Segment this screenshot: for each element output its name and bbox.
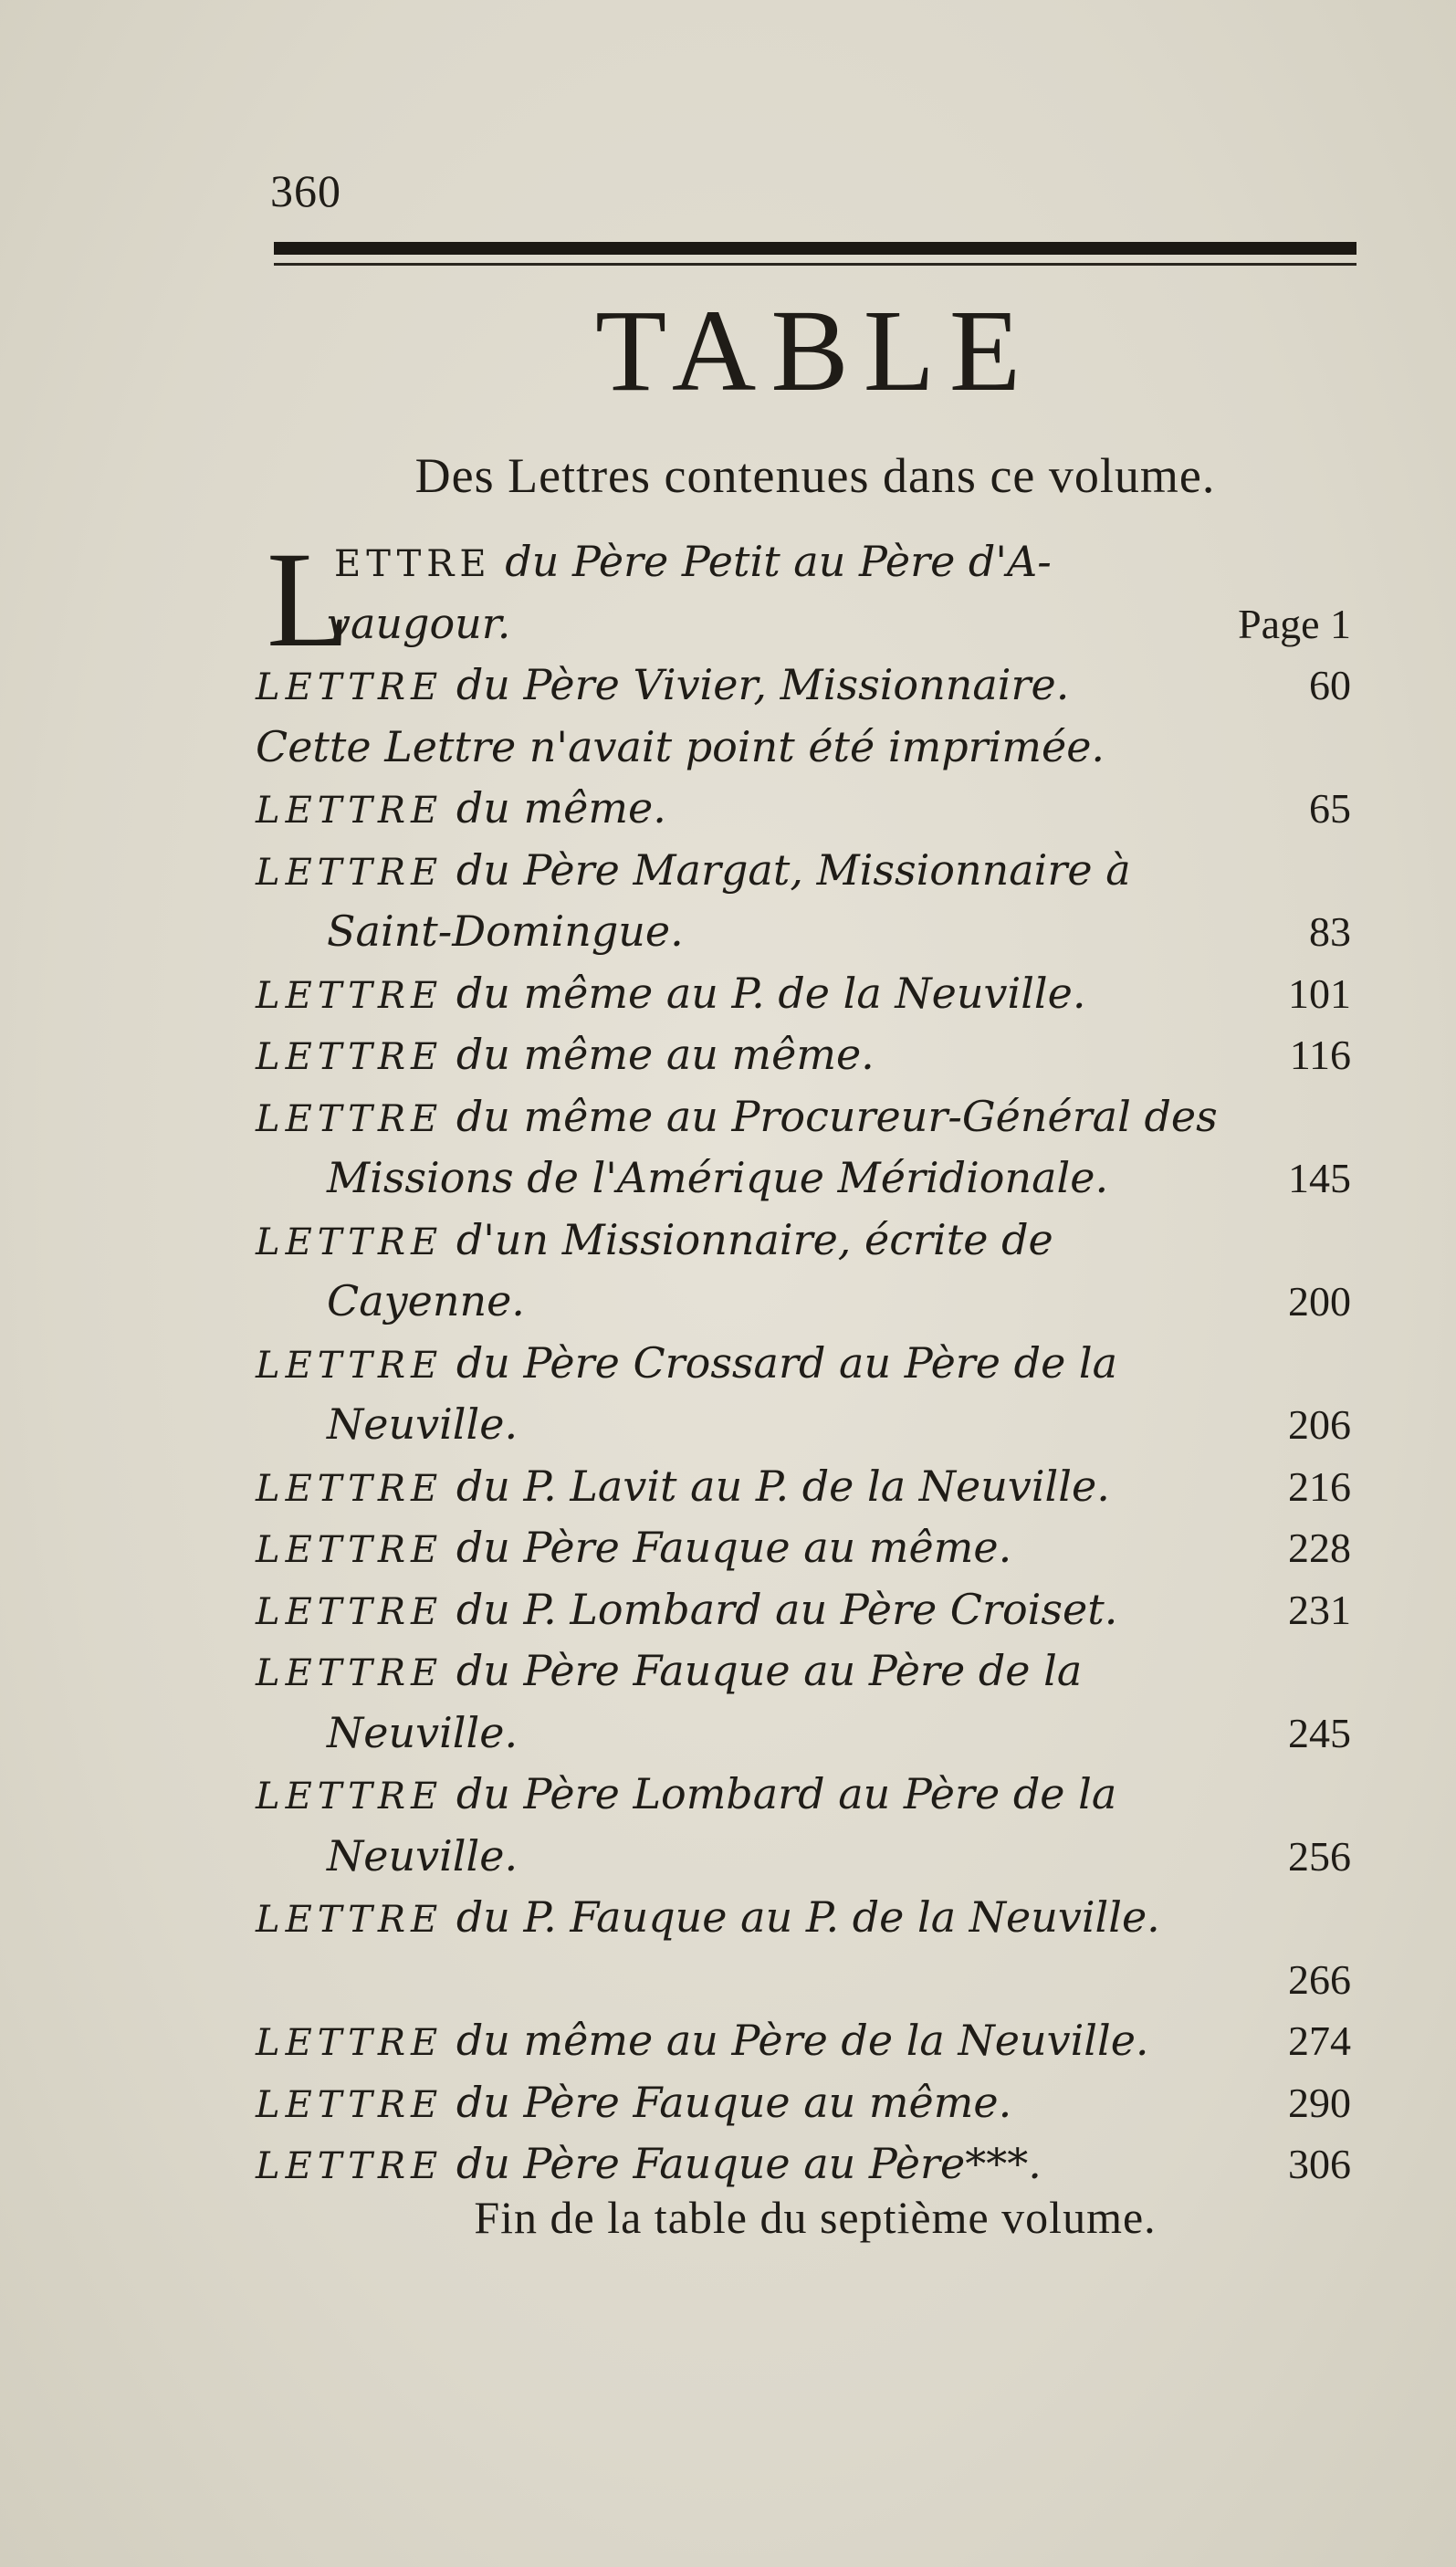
toc-text [256, 963, 1085, 1028]
toc-text [256, 2072, 1011, 2137]
toc-page: 200 [1288, 1278, 1351, 1325]
toc-line [256, 963, 1351, 1025]
toc-page: 256 [1288, 1832, 1351, 1880]
toc-lead: LETTRE [256, 1344, 444, 1387]
toc-title: d'un Missionnaire, écrite de [456, 1214, 1053, 1264]
toc-title: du même au P. de la Neuville. [456, 968, 1086, 1018]
toc-line [256, 2133, 1351, 2195]
toc-page: 60 [1309, 662, 1351, 708]
toc-lead: LETTRE [256, 1097, 444, 1140]
toc-text [256, 1086, 1218, 1151]
toc-title: Cayenne. [327, 1276, 525, 1325]
toc-lead: LETTRE [256, 2145, 444, 2187]
toc-page: 65 [1309, 785, 1351, 832]
toc-title: du Père Margat, Missionnaire à [456, 844, 1131, 895]
toc-title: du Père Crossard au Père de la [456, 1337, 1118, 1388]
toc-page: 206 [1288, 1401, 1351, 1448]
toc-line [256, 778, 1351, 840]
toc-page: 290 [1288, 2079, 1351, 2126]
toc-line [256, 1579, 1351, 1641]
toc-title: vaugour. [327, 598, 511, 648]
toc-title: du P. Lombard au Père Croiset. [456, 1584, 1118, 1634]
toc-page: Page 1 [1238, 600, 1351, 647]
toc-page: 274 [1288, 2017, 1351, 2064]
toc-lead: LETTRE [256, 2022, 444, 2064]
toc-text [256, 1887, 1160, 1952]
toc-title: Neuville. [327, 1707, 519, 1757]
toc-page: 101 [1288, 969, 1351, 1017]
toc-page: 83 [1309, 908, 1351, 955]
toc-text [256, 840, 1131, 905]
toc-lead: LETTRE [256, 1036, 444, 1078]
toc-line [256, 1764, 1351, 1826]
toc-line [256, 840, 1351, 902]
table-subtitle: Des Lettres contenues dans ce volume. [414, 448, 1216, 503]
toc-line [256, 1210, 1351, 1272]
toc-text [256, 778, 666, 843]
toc-title: du Père Lombard au Père de la [456, 1769, 1117, 1818]
toc-lead: ETTRE [334, 543, 492, 585]
toc-lead: LETTRE [256, 2083, 444, 2126]
toc-line [256, 1887, 1351, 1949]
toc-title: du même au même. [456, 1030, 875, 1079]
header-rule-thin [274, 263, 1356, 266]
table-of-contents [256, 524, 1351, 2195]
toc-title: du Père Fauque au même. [456, 2077, 1012, 2127]
toc-title: Cette Lettre n'avait point été imprimée. [256, 721, 1105, 771]
toc-text [327, 593, 510, 658]
toc-lead: LETTRE [256, 1529, 444, 1571]
toc-title: du Père Fauque au Père de la [456, 1646, 1083, 1695]
toc-page: 216 [1288, 1462, 1351, 1510]
toc-text [256, 2133, 1042, 2198]
toc-page: 116 [1289, 1032, 1351, 1078]
toc-title: Neuville. [327, 1830, 519, 1881]
toc-lead: LETTRE [256, 1899, 444, 1941]
toc-line [256, 2010, 1351, 2072]
toc-text [256, 1517, 1011, 1582]
toc-lead: LETTRE [256, 666, 444, 708]
toc-lead: LETTRE [256, 1652, 444, 1694]
toc-title: Missions de l'Amérique Méridionale. [327, 1153, 1109, 1202]
toc-line [256, 1456, 1351, 1518]
toc-text [327, 1826, 518, 1891]
toc-text [256, 1579, 1117, 1644]
toc-title: du Père Vivier, Missionnaire. [456, 660, 1070, 709]
toc-lead: LETTRE [256, 974, 444, 1017]
toc-page: 231 [1288, 1586, 1351, 1633]
table-title: TABLE [594, 286, 1036, 415]
toc-line [256, 901, 1351, 963]
toc-text [256, 1024, 875, 1089]
toc-title: du Père Petit au Père d'A- [505, 537, 1052, 586]
drop-cap: L [267, 524, 351, 676]
toc-text [256, 1456, 1110, 1521]
toc-text [327, 901, 684, 966]
toc-text [256, 2010, 1149, 2075]
table-footer: Fin de la table du septième volume. [474, 2192, 1157, 2243]
toc-text [256, 655, 1069, 719]
toc-title: Neuville. [327, 1399, 519, 1449]
toc-line [256, 1949, 1351, 2011]
toc-line [256, 1517, 1351, 1579]
toc-text [256, 717, 1105, 781]
toc-line [256, 655, 1351, 717]
toc-title: Saint-Domingue. [327, 906, 684, 956]
toc-page: 266 [1288, 1955, 1351, 2003]
toc-lead: LETTRE [256, 1776, 444, 1818]
toc-line [256, 1333, 1351, 1395]
toc-lead: LETTRE [256, 790, 444, 832]
toc-lead: LETTRE [256, 851, 444, 894]
toc-text [256, 1640, 1082, 1705]
toc-text [334, 531, 1052, 596]
toc-text [256, 1210, 1053, 1274]
toc-title: du Père Fauque au même. [456, 1523, 1012, 1572]
toc-line [256, 1024, 1351, 1086]
toc-lead: LETTRE [256, 1590, 444, 1633]
toc-lead: LETTRE [256, 1221, 444, 1263]
toc-title: du même au Père de la Neuville. [456, 2016, 1149, 2065]
toc-text [327, 1271, 525, 1336]
toc-text [256, 1764, 1116, 1828]
toc-text [327, 1703, 518, 1767]
toc-text [327, 1394, 518, 1459]
toc-line [256, 1147, 1351, 1210]
toc-page: 228 [1288, 1524, 1351, 1571]
toc-title: du même. [456, 783, 666, 833]
page-number: 360 [270, 165, 341, 216]
toc-line [256, 1826, 1351, 1888]
toc-page: 306 [1288, 2141, 1351, 2187]
toc-page: 145 [1288, 1155, 1351, 1201]
toc-title: du P. Fauque au P. de la Neuville. [456, 1892, 1160, 1942]
toc-page: 245 [1288, 1709, 1351, 1756]
toc-line [256, 1640, 1351, 1703]
toc-text [256, 1333, 1117, 1398]
toc-line [256, 1703, 1351, 1765]
toc-lead: LETTRE [256, 1467, 444, 1510]
toc-title: du Père Fauque au Père***. [456, 2139, 1042, 2188]
toc-title: du P. Lavit au P. de la Neuville. [456, 1461, 1110, 1511]
toc-text [327, 1147, 1108, 1212]
toc-title: du même au Procureur-Général des [456, 1091, 1218, 1141]
toc-line [256, 1271, 1351, 1333]
header-rule-thick [274, 242, 1356, 255]
toc-line [256, 2072, 1351, 2134]
toc-line [256, 1086, 1351, 1148]
toc-line [256, 717, 1351, 779]
toc-line [256, 1394, 1351, 1456]
toc-line [256, 593, 1351, 655]
